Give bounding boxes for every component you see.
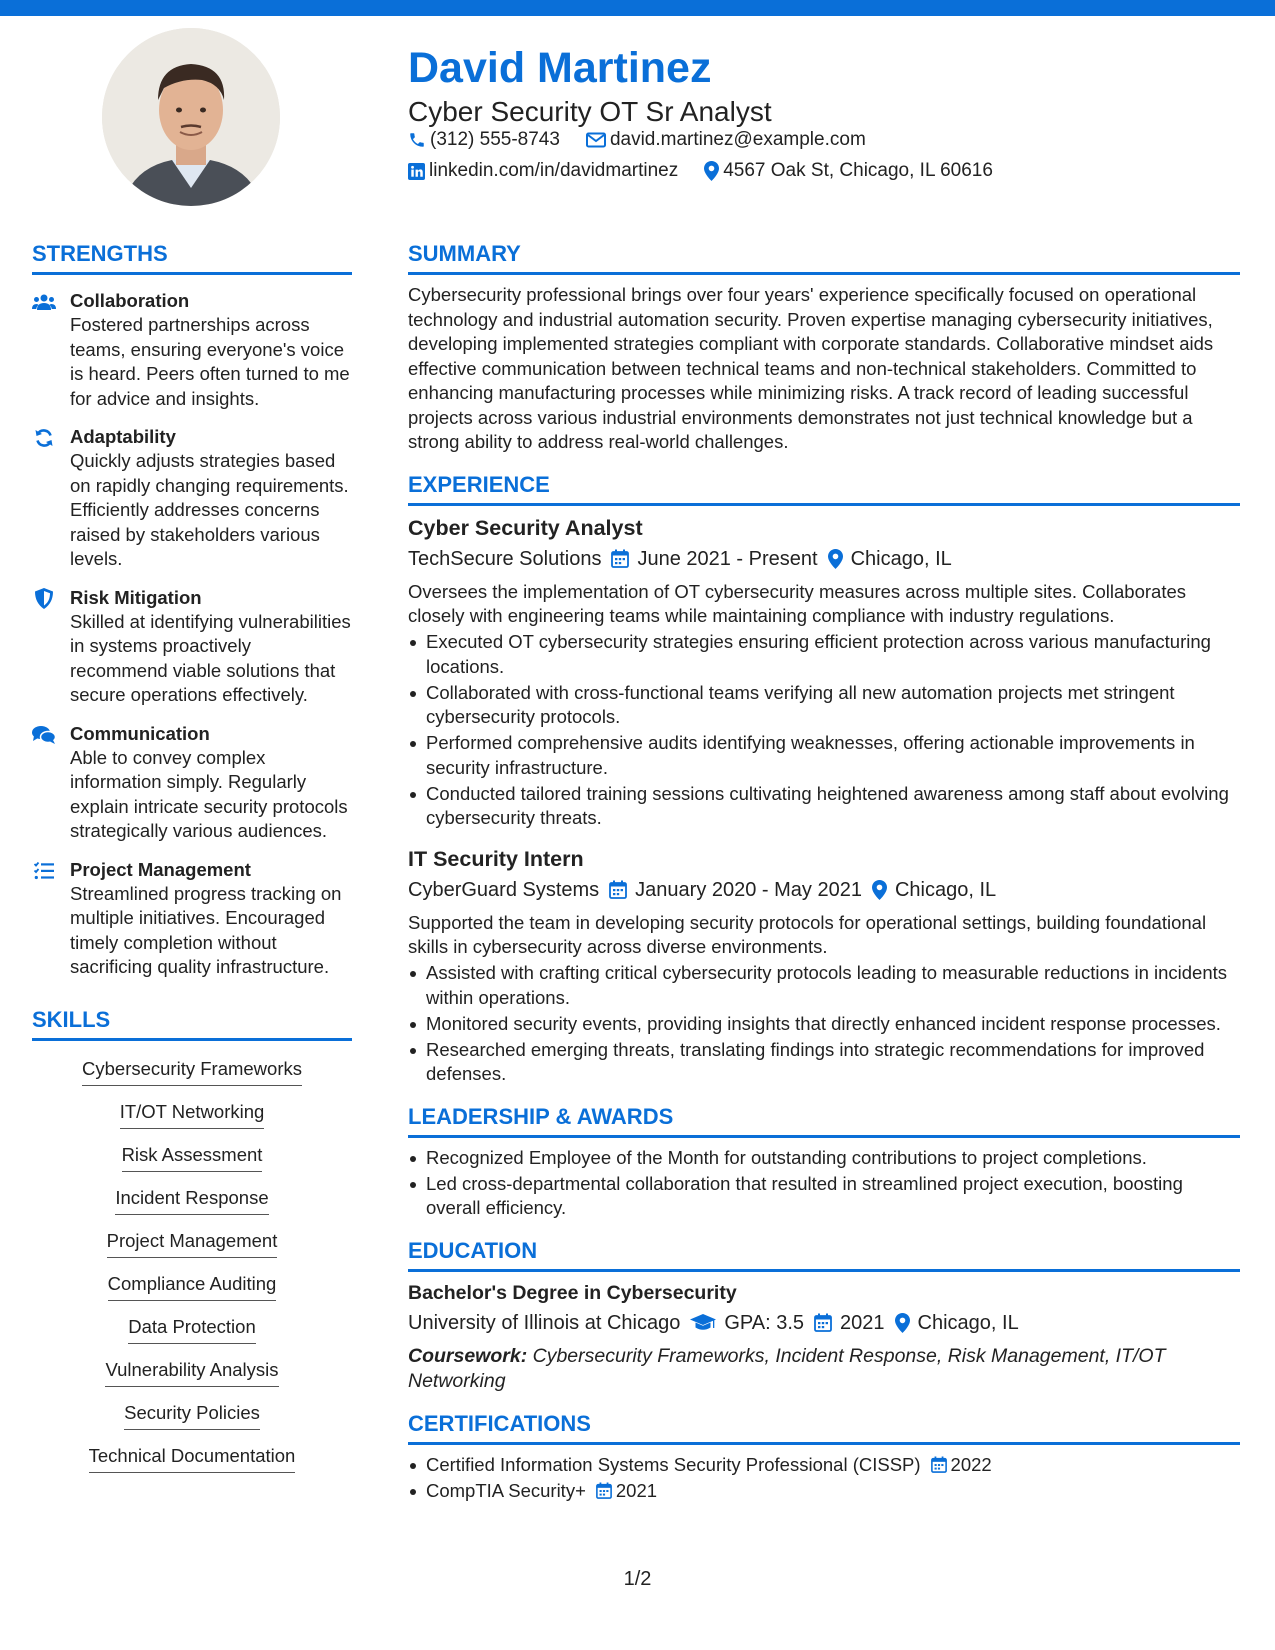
- graduation-cap-icon: [690, 1314, 716, 1332]
- phone-icon: [408, 131, 426, 149]
- strength-description: Skilled at identifying vulnerabilities in systems proactively recommend viable solutions that secure operations effectively.: [70, 610, 351, 705]
- skill-item: Technical Documentation: [89, 1444, 296, 1473]
- job-location: [872, 875, 996, 905]
- job-bullet: Monitored security events, providing insights that directly enhanced incident response processes.: [408, 1012, 1240, 1037]
- skill-item: Vulnerability Analysis: [105, 1358, 278, 1387]
- skill-item: Risk Assessment: [122, 1143, 263, 1172]
- certifications-section: [408, 1410, 1240, 1504]
- shield-icon: [32, 588, 56, 610]
- graduation-year: [814, 1308, 885, 1338]
- left-column: [32, 240, 352, 1473]
- job-description: Supported the team in developing security protocols for operational settings, building foundational skills in cybersecurity across diverse environments.: [408, 911, 1207, 957]
- strength-item: [32, 586, 352, 708]
- education-heading: EDUCATION: [408, 1237, 1240, 1272]
- company-name: CyberGuard Systems: [408, 878, 600, 901]
- education-location: [895, 1308, 1019, 1338]
- certification-year: 2022: [950, 1453, 992, 1475]
- strength-title: Communication: [70, 722, 210, 744]
- contact-row-1: [408, 128, 866, 152]
- certification-year: 2021: [615, 1479, 658, 1501]
- map-marker-icon: [895, 1313, 910, 1333]
- calendar-icon: [814, 1313, 832, 1332]
- strength-item: [32, 858, 352, 980]
- leadership-item: Led cross-departmental collaboration that resulted in streamlined project execution, boosting overall efficiency.: [408, 1172, 1240, 1221]
- profile-photo: [102, 28, 280, 206]
- envelope-icon: [586, 132, 606, 148]
- address-text: 4567 Oak St, Chicago, IL 60616: [723, 160, 993, 181]
- calendar-icon: [931, 1456, 947, 1473]
- right-column: [408, 240, 1240, 1519]
- job-title: Cyber Security Analyst: [408, 515, 643, 540]
- job-dates: [611, 544, 817, 574]
- map-marker-icon: [828, 549, 843, 569]
- leadership-item: Recognized Employee of the Month for outstanding contributions to project completions.: [408, 1146, 1240, 1171]
- skill-item: Cybersecurity Frameworks: [82, 1057, 302, 1086]
- job-entry: [408, 514, 1240, 831]
- strength-title: Collaboration: [70, 290, 190, 311]
- linkedin-icon: [408, 163, 425, 180]
- location-text: Chicago, IL: [850, 547, 952, 570]
- phone-number[interactable]: (312) 555-8743: [430, 129, 560, 150]
- job-description: Oversees the implementation of OT cybersecurity measures across multiple sites. Collaborates closely with engineering teams while maintaining compliance with industry regulations.: [408, 580, 1187, 626]
- certification-item: [408, 1453, 1240, 1478]
- email-contact: [586, 128, 866, 152]
- degree-title: Bachelor's Degree in Cybersecurity: [408, 1281, 737, 1304]
- school-name: University of Illinois at Chicago: [408, 1311, 681, 1334]
- job-bullet: Assisted with crafting critical cybersecurity protocols leading to measurable reductions in incidents within operations.: [408, 961, 1240, 1010]
- contact-row-2: [408, 159, 993, 183]
- strength-description: Fostered partnerships across teams, ensuring everyone's voice is heard. Peers often turned to me for advice and insights.: [70, 314, 350, 409]
- page-number: 1/2: [623, 1568, 652, 1590]
- comments-icon: [32, 724, 56, 746]
- experience-section: [408, 471, 1240, 1087]
- tasks-icon: [32, 860, 56, 882]
- leadership-heading: LEADERSHIP & AWARDS: [408, 1103, 1240, 1138]
- coursework-label: Coursework:: [408, 1344, 528, 1367]
- experience-heading: EXPERIENCE: [408, 471, 1240, 506]
- certification-item: [408, 1479, 1240, 1504]
- job-dates: [609, 875, 862, 905]
- linkedin-contact: [408, 159, 678, 183]
- job-bullet: Researched emerging threats, translating findings into strategic recommendations for improved defenses.: [408, 1038, 1240, 1087]
- strength-title: Risk Mitigation: [70, 586, 202, 608]
- job-meta: [408, 544, 1240, 574]
- year-text: 2021: [840, 1311, 885, 1334]
- calendar-icon: [609, 880, 627, 899]
- job-entry: [408, 845, 1240, 1087]
- top-accent-bar: [0, 0, 1275, 16]
- job-bullets: [408, 630, 1240, 831]
- summary-section: [408, 240, 1240, 455]
- calendar-icon: [596, 1482, 612, 1499]
- strength-description: Streamlined progress tracking on multiple initiatives. Encouraged timely completion without sacrificing quality infrastructure.: [70, 882, 342, 977]
- leadership-list: [408, 1146, 1240, 1221]
- skill-item: Project Management: [107, 1229, 278, 1258]
- certification-name: CompTIA Security+: [426, 1479, 586, 1501]
- phone-contact: [408, 128, 560, 152]
- strength-title: Adaptability: [70, 426, 176, 447]
- sync-icon: [32, 427, 56, 449]
- certification-name: Certified Information Systems Security Professional (CISSP): [426, 1453, 921, 1475]
- candidate-name: David Martinez: [408, 44, 712, 92]
- skills-list: [32, 1053, 352, 1473]
- strength-item: [32, 722, 352, 844]
- company-name: TechSecure Solutions: [408, 547, 602, 570]
- calendar-icon: [611, 549, 629, 568]
- skill-item: Data Protection: [128, 1315, 256, 1344]
- skill-item: Incident Response: [115, 1186, 268, 1215]
- strength-item: [32, 425, 352, 572]
- skill-item: IT/OT Networking: [120, 1100, 265, 1129]
- location-text: Chicago, IL: [894, 878, 997, 901]
- job-bullet: Performed comprehensive audits identifying weaknesses, offering actionable improvements in security infrastructure.: [408, 731, 1240, 780]
- coursework-text: Cybersecurity Frameworks, Incident Response, Risk Management, IT/OT Networking: [408, 1344, 1166, 1392]
- map-marker-icon: [704, 161, 719, 181]
- gpa: [690, 1308, 804, 1338]
- skill-item: Security Policies: [124, 1401, 260, 1430]
- education-meta: [408, 1308, 1240, 1338]
- candidate-title: Cyber Security OT Sr Analyst: [408, 96, 772, 127]
- users-icon: [32, 291, 56, 313]
- leadership-section: [408, 1103, 1240, 1221]
- strength-item: [32, 289, 352, 411]
- job-bullet: Collaborated with cross-functional teams verifying all new automation projects met stringent cybersecurity protocols.: [408, 681, 1240, 730]
- skill-item: Compliance Auditing: [108, 1272, 277, 1301]
- job-title: IT Security Intern: [408, 846, 584, 871]
- email-link[interactable]: david.martinez@example.com: [609, 129, 866, 150]
- address-contact: [704, 159, 993, 183]
- date-range: January 2020 - May 2021: [635, 878, 862, 901]
- job-meta: [408, 875, 1240, 905]
- job-bullet: Conducted tailored training sessions cultivating heightened awareness among staff about evolving cybersecurity threats.: [408, 782, 1240, 831]
- map-marker-icon: [872, 880, 887, 900]
- certifications-list: [408, 1453, 1240, 1504]
- strength-description: Able to convey complex information simply. Regularly explain intricate security protocols strategically various audiences.: [70, 746, 348, 841]
- summary-text: Cybersecurity professional brings over four years' experience specifically focused on operational technology and industrial automation security. Proven expertise managing cybersecurity initiatives, developing implemented strategies compliant with corporate standards. Collaborative mindset aids effective communication between technical teams and non-technical stakeholders. Committed to enhancing manufacturing processes while minimizing risks. A track record of leading successful projects across various industrial environments demonstrates not just technical knowledge but a strong ability to address real-world challenges.: [408, 284, 1214, 452]
- gpa-text: GPA: 3.5: [724, 1311, 805, 1334]
- job-bullet: Executed OT cybersecurity strategies ensuring efficient protection across various manufacturing locations.: [408, 630, 1240, 679]
- education-section: [408, 1237, 1240, 1394]
- job-location: [828, 544, 952, 574]
- coursework: [408, 1344, 1240, 1394]
- strength-title: Project Management: [70, 858, 251, 880]
- location-text: Chicago, IL: [917, 1311, 1019, 1334]
- date-range: June 2021 - Present: [637, 547, 818, 570]
- job-bullets: [408, 961, 1240, 1087]
- summary-heading: SUMMARY: [408, 240, 1240, 275]
- certifications-heading: CERTIFICATIONS: [408, 1410, 1240, 1445]
- strength-description: Quickly adjusts strategies based on rapidly changing requirements. Efficiently addresses concerns raised by stakeholders various levels.: [70, 450, 349, 569]
- skills-heading: SKILLS: [32, 1006, 352, 1041]
- linkedin-link[interactable]: linkedin.com/in/davidmartinez: [429, 160, 679, 181]
- strengths-heading: STRENGTHS: [32, 240, 352, 275]
